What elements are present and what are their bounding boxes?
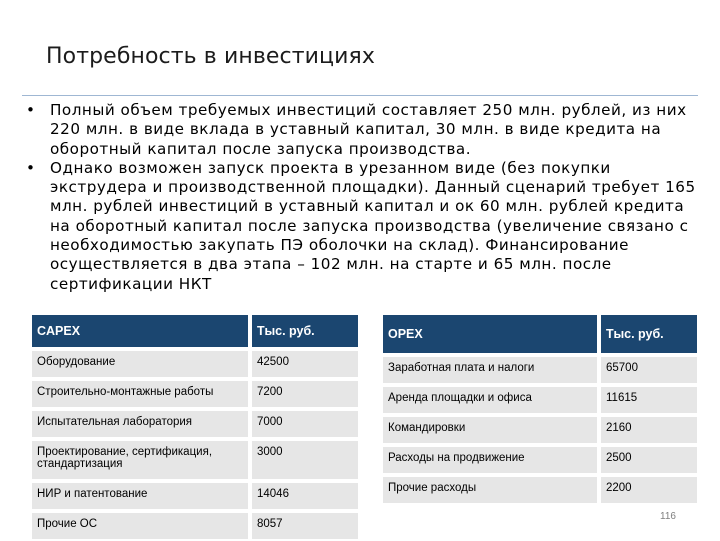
- capex-item-value: 8057: [250, 511, 360, 541]
- page-number: 116: [660, 511, 676, 522]
- bullet-item: [26, 101, 696, 159]
- opex-header-unit: Тыс. руб.: [599, 313, 699, 355]
- bullet-text: • Однако возможен запуск проекта в урезанном виде (без покупки экструдера и производственной площадки). Данный сценарий требует 165 млн. рублей инвестиций в уставный капитал и ок 60 млн. рублей кредита на оборотный капитал после запуска производства (увеличение связано с необходимостью закупать ПЭ оболочки на склад). Финансирование осуществляется в два этапа – 102 млн. на старте и 65 млн. после сертификации НКТ: [50, 158, 696, 293]
- capex-item-name: Проектирование, сертификация, стандартизация: [30, 439, 250, 481]
- title-divider: [22, 95, 698, 96]
- opex-item-name: Аренда площадки и офиса: [381, 385, 599, 415]
- table-row: [30, 409, 360, 439]
- opex-item-name: Заработная плата и налоги: [381, 355, 599, 385]
- opex-header-label: OPEX: [381, 313, 599, 355]
- capex-item-value: 42500: [250, 349, 360, 379]
- table-row: [30, 439, 360, 481]
- capex-table: [30, 313, 360, 541]
- table-row: [30, 511, 360, 541]
- opex-item-value: 2160: [599, 415, 699, 445]
- capex-item-name: Прочие ОС: [30, 511, 250, 541]
- capex-item-value: 14046: [250, 481, 360, 511]
- table-row: [381, 475, 699, 505]
- table-header-row: [30, 313, 360, 349]
- opex-item-name: Командировки: [381, 415, 599, 445]
- capex-item-name: НИР и патентование: [30, 481, 250, 511]
- bullet-list: [26, 101, 696, 294]
- table-row: [381, 415, 699, 445]
- opex-item-value: 2500: [599, 445, 699, 475]
- opex-item-value: 11615: [599, 385, 699, 415]
- capex-header-unit: Тыс. руб.: [250, 313, 360, 349]
- opex-item-value: 2200: [599, 475, 699, 505]
- capex-item-value: 7200: [250, 379, 360, 409]
- opex-item-value: 65700: [599, 355, 699, 385]
- bullet-item: [26, 159, 696, 294]
- capex-item-name: Оборудование: [30, 349, 250, 379]
- table-header-row: [381, 313, 699, 355]
- capex-header-label: CAPEX: [30, 313, 250, 349]
- opex-item-name: Расходы на продвижение: [381, 445, 599, 475]
- capex-item-name: Испытательная лаборатория: [30, 409, 250, 439]
- capex-item-name: Строительно-монтажные работы: [30, 379, 250, 409]
- capex-item-value: 7000: [250, 409, 360, 439]
- table-row: [381, 445, 699, 475]
- slide-title: Потребность в инвестициях: [46, 44, 375, 69]
- table-row: [381, 385, 699, 415]
- table-row: [381, 355, 699, 385]
- table-row: [30, 379, 360, 409]
- opex-table: [381, 313, 699, 505]
- bullet-text: • Полный объем требуемых инвестиций составляет 250 млн. рублей, из них 220 млн. в виде вклада в уставный капитал, 30 млн. в виде кредита на оборотный капитал после запуска производства.: [50, 101, 687, 158]
- capex-item-value: 3000: [250, 439, 360, 481]
- opex-item-name: Прочие расходы: [381, 475, 599, 505]
- table-row: [30, 481, 360, 511]
- table-row: [30, 349, 360, 379]
